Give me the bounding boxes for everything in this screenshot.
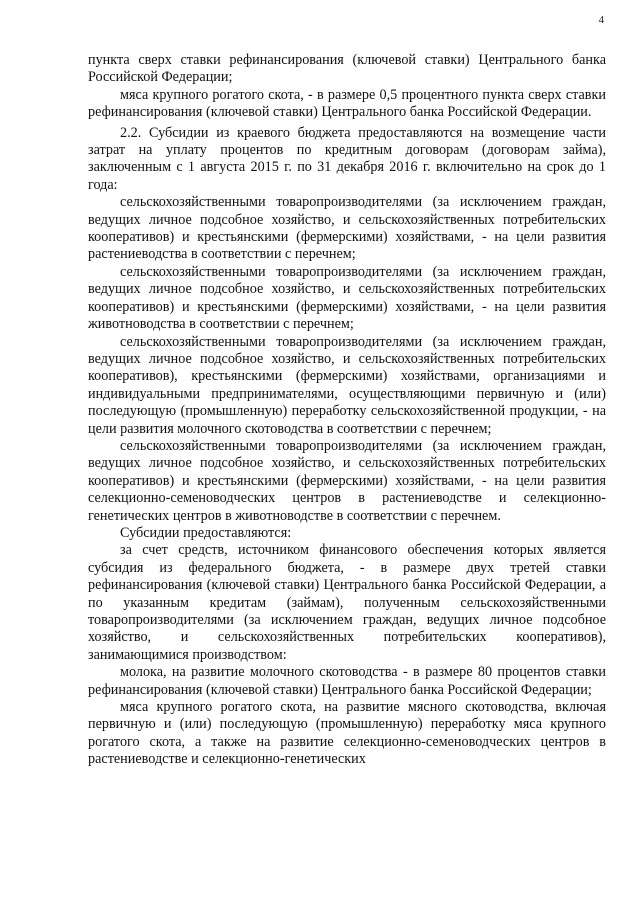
paragraph: Субсидии предоставляются: (120, 524, 292, 541)
paragraph: сельскохозяйственными товаропроизводителями (за исключением граждан, ведущих личное подсобное хозяйство, и сельскохозяйственных потребительских кооперативов) и крестьянскими (фермерскими) хозяйствами, - на цели развития растениеводства в соответствии с перечнем; (88, 194, 606, 263)
paragraph: мяса крупного рогатого скота, - в размере 0,5 процентного пункта сверх ставки рефинансирования (ключевой ставки) Центрального банка Российской Федерации. (88, 86, 606, 121)
paragraph: 2.2. Субсидии из краевого бюджета предоставляются на возмещение части затрат на уплату процентов по кредитным договорам (договорам займа), заключенным с 1 августа 2015 г. по 31 декабря 2016 г. включительно на срок до 1 года: (88, 124, 606, 193)
page-number: 4 (598, 14, 604, 26)
paragraph: молока, на развитие молочного скотоводства - в размере 80 процентов ставки рефинансирования (ключевой ставки) Центрального банка Российской Федерации; (88, 664, 606, 698)
paragraph: за счет средств, источником финансового обеспечения которых является субсидия из федерального бюджета, - в размере двух третей ставки рефинансирования (ключевой ставки) Центрального банка Российской Федерации, а по указанным кредитам (займам), полученным сельскохозяйственными товаропроизводителями (за исключением граждан, ведущих личное подсобное хозяйство, и сельскохозяйственных потребительских кооперативов), занимающимися производством: (88, 542, 606, 663)
paragraph: сельскохозяйственными товаропроизводителями (за исключением граждан, ведущих личное подсобное хозяйство, и сельскохозяйственных потребительских кооперативов) и крестьянскими (фермерскими) хозяйствами, - на цели развития селекционно-семеноводческих центров в растениеводстве и селекционно-генетических центров в животноводстве в соответствии с перечнем. (88, 437, 606, 524)
paragraph: сельскохозяйственными товаропроизводителями (за исключением граждан, ведущих личное подсобное хозяйство, и сельскохозяйственных потребительских кооперативов), крестьянскими (фермерскими) хозяйствами, организациями и индивидуальными предпринимателями, осуществляющими первичную и (или) последующую (промышленную) переработку сельскохозяйственной продукции, - на цели развития молочного скотоводства в соответствии с перечнем; (88, 333, 606, 437)
document-body (88, 52, 606, 769)
paragraph: мяса крупного рогатого скота, на развитие мясного скотоводства, включая первичную и (или) последующую (промышленную) переработку мяса крупного рогатого скота, а также на развитие селекционно-семеноводческих центров в растениеводстве и селекционно-генетических (88, 699, 606, 768)
paragraph: пункта сверх ставки рефинансирования (ключевой ставки) Центрального банка Российской Федерации; (88, 52, 606, 86)
paragraph: сельскохозяйственными товаропроизводителями (за исключением граждан, ведущих личное подсобное хозяйство, и сельскохозяйственных потребительских кооперативов) и крестьянскими (фермерскими) хозяйствами, - на цели развития животноводства в соответствии с перечнем; (88, 263, 606, 333)
